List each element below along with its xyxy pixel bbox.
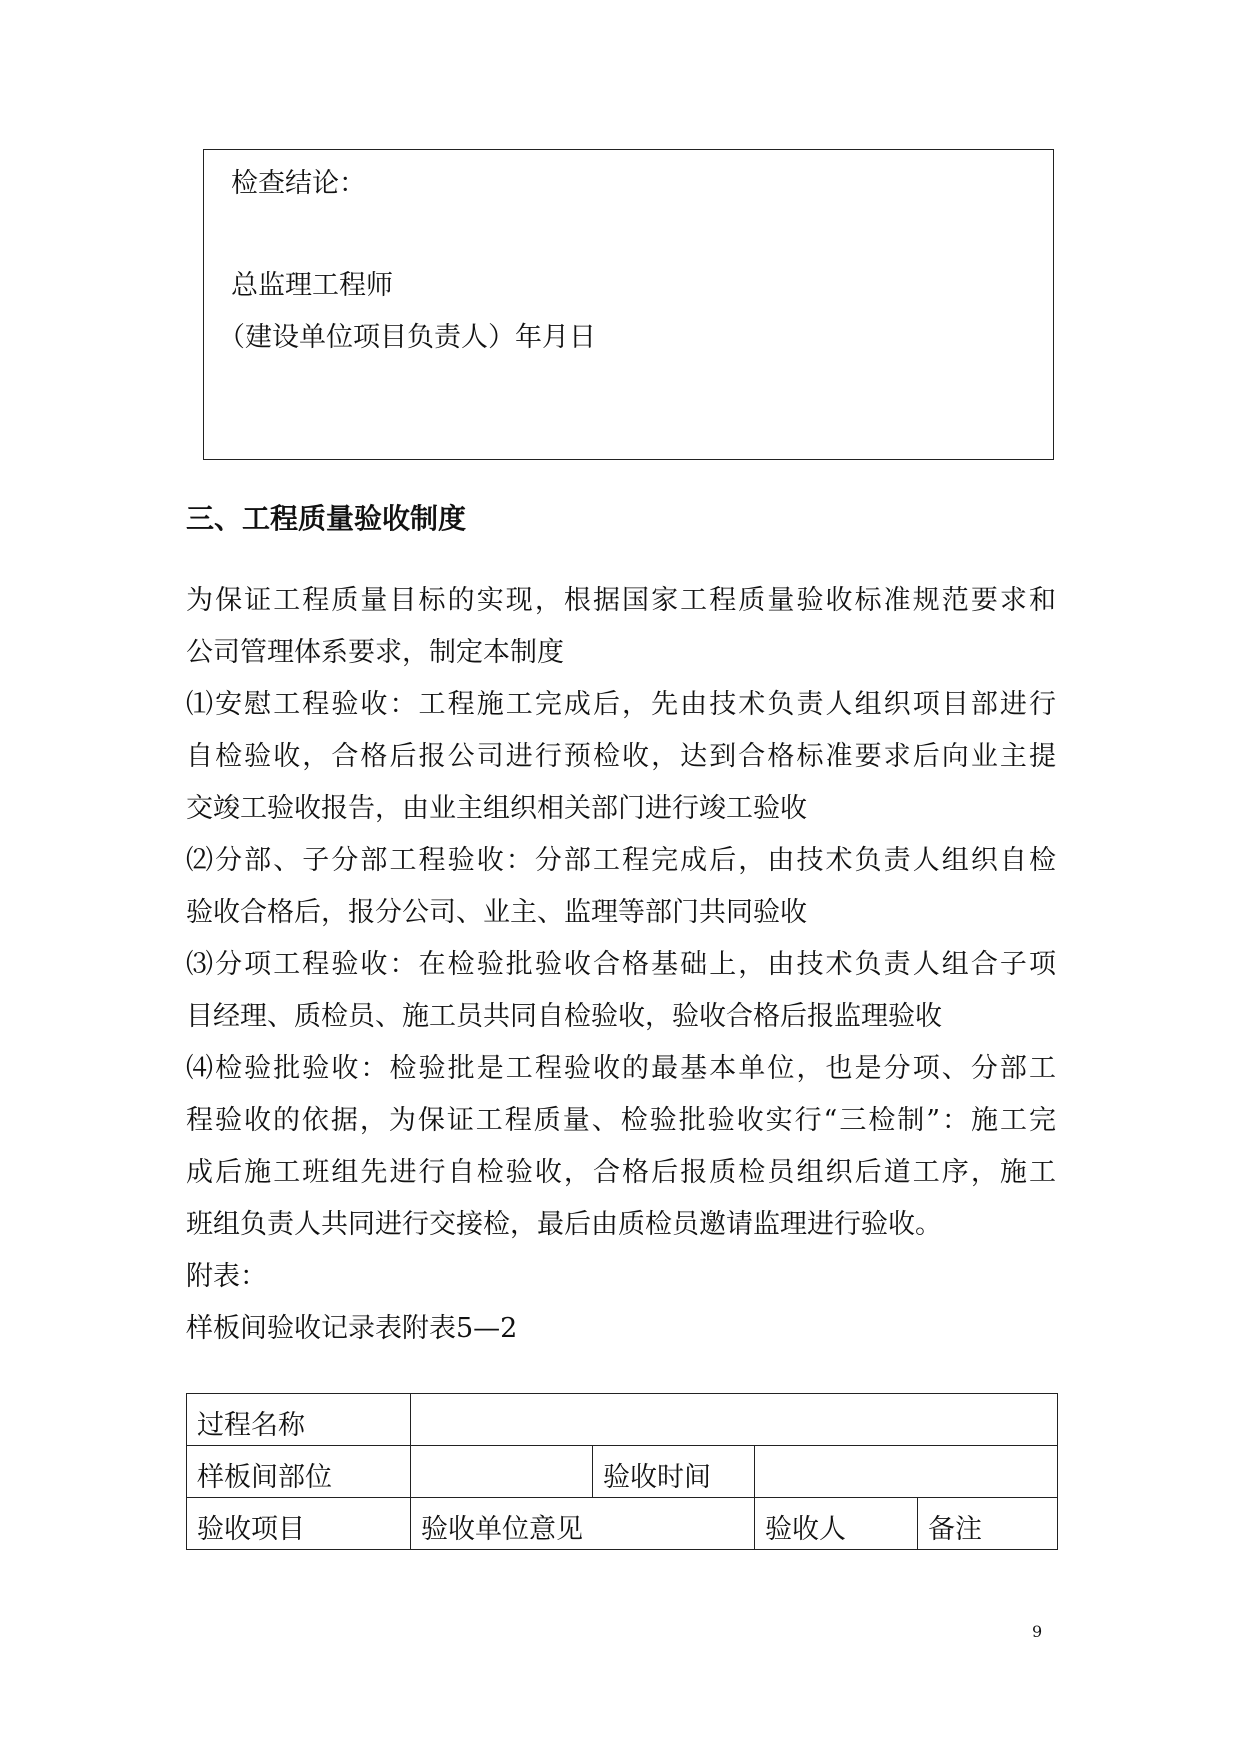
paragraph-line: 成后施工班组先进行自检验收，合格后报质检员组织后道工序，施工 xyxy=(186,1157,1056,1188)
inspection-conclusion-box xyxy=(203,149,1054,460)
location-label: 样板间部位 xyxy=(187,1446,411,1498)
appendix-label: 附表： xyxy=(186,1261,267,1292)
paragraph-line: 程验收的依据，为保证工程质量、检验批验收实行“三检制”：施工完 xyxy=(186,1105,1056,1136)
paragraph-line: ⑷检验批验收：检验批是工程验收的最基本单位，也是分项、分部工 xyxy=(186,1053,1056,1084)
section-heading: 三、工程质量验收制度 xyxy=(186,502,467,535)
acceptance-time-value[interactable] xyxy=(755,1446,1058,1498)
table-row xyxy=(187,1498,1058,1550)
paragraph-line: 目经理、质检员、施工员共同自检验收，验收合格后报监理验收 xyxy=(186,1001,942,1032)
section-body xyxy=(186,575,1056,1355)
paragraph-line: 为保证工程质量目标的实现，根据国家工程质量验收标准规范要求和 xyxy=(186,585,1056,616)
table-row xyxy=(187,1446,1058,1498)
page-number: 9 xyxy=(1032,1622,1043,1641)
acceptance-time-label: 验收时间 xyxy=(593,1446,755,1498)
paragraph-line: ⑶分项工程验收：在检验批验收合格基础上，由技术负责人组合子项 xyxy=(186,949,1056,980)
conclusion-label: 检查结论： xyxy=(231,168,366,199)
paragraph-line: 交竣工验收报告，由业主组织相关部门进行竣工验收 xyxy=(186,793,807,824)
paragraph-line: ⑴安慰工程验收：工程施工完成后，先由技术负责人组织项目部进行 xyxy=(186,689,1056,720)
location-value[interactable] xyxy=(411,1446,593,1498)
paragraph-line: 班组负责人共同进行交接检，最后由质检员邀请监理进行验收。 xyxy=(186,1209,942,1240)
header-unit-opinion: 验收单位意见 xyxy=(411,1498,755,1550)
owner-responsible-date-label: （建设单位项目负责人）年月日 xyxy=(218,322,596,353)
process-name-label: 过程名称 xyxy=(187,1394,411,1446)
header-acceptance-item: 验收项目 xyxy=(187,1498,411,1550)
paragraph-line: 自检验收，合格后报公司进行预检收，达到合格标准要求后向业主提 xyxy=(186,741,1056,772)
chief-engineer-label: 总监理工程师 xyxy=(231,270,393,301)
paragraph-line: ⑵分部、子分部工程验收：分部工程完成后，由技术负责人组织自检 xyxy=(186,845,1056,876)
table-row xyxy=(187,1394,1058,1446)
header-remark: 备注 xyxy=(918,1498,1058,1550)
paragraph-line: 公司管理体系要求，制定本制度 xyxy=(186,637,564,668)
table-caption: 样板间验收记录表附表5—2 xyxy=(186,1313,518,1344)
process-name-value[interactable] xyxy=(411,1394,1058,1446)
sample-room-acceptance-table xyxy=(186,1393,1058,1550)
header-acceptor: 验收人 xyxy=(755,1498,918,1550)
paragraph-line: 验收合格后，报分公司、业主、监理等部门共同验收 xyxy=(186,897,807,928)
